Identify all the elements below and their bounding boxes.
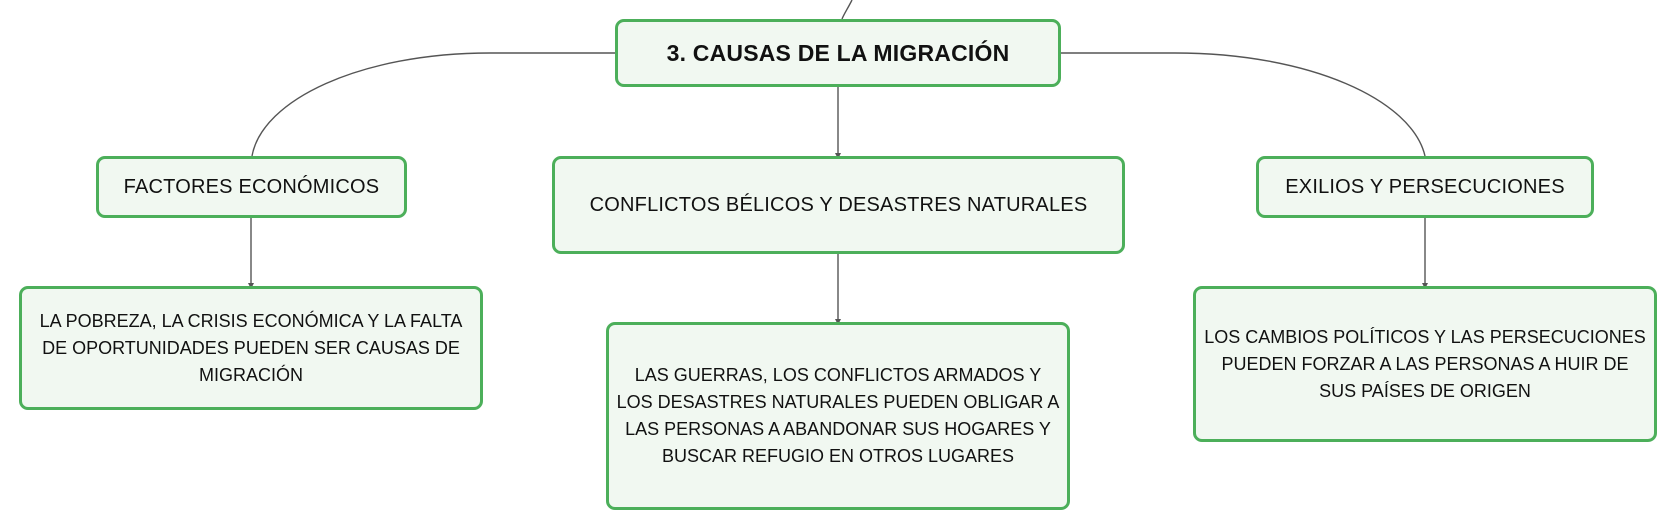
connector-root-to-exilios-persecuciones [1061,53,1425,156]
node-exilios-persecuciones[interactable] [1256,156,1594,218]
node-detail-conflictos-belicos[interactable] [606,322,1070,510]
node-exilios-persecuciones-label: EXILIOS Y PERSECUCIONES [1285,175,1565,198]
connector-root-incoming [842,0,852,19]
node-detail-exilios-persecuciones-text: LOS CAMBIOS POLÍTICOS Y LAS PERSECUCIONES PUEDEN FORZAR A LAS PERSONAS A HUIR DE SUS PAÍSES DE ORIGEN [1204,326,1646,401]
root-node-title: 3. CAUSAS DE LA MIGRACIÓN [666,39,1010,66]
node-detail-conflictos-belicos-text: LAS GUERRAS, LOS CONFLICTOS ARMADOS Y LOS DESASTRES NATURALES PUEDEN OBLIGAR A LAS PERSONAS A ABANDONAR SUS HOGARES Y BUSCAR REFUGIO EN OTROS LUGARES [616,365,1060,466]
node-factores-economicos-label: FACTORES ECONÓMICOS [123,175,380,198]
connector-root-to-factores-economicos [252,53,615,156]
node-detail-factores-economicos[interactable] [19,286,483,410]
node-detail-exilios-persecuciones[interactable] [1193,286,1657,442]
root-node-causas-migracion[interactable] [615,19,1061,87]
node-factores-economicos[interactable] [96,156,407,218]
node-conflictos-belicos[interactable] [552,156,1125,254]
node-detail-factores-economicos-text: LA POBREZA, LA CRISIS ECONÓMICA Y LA FALTA DE OPORTUNIDADES PUEDEN SER CAUSAS DE MIGRACIÓN [39,310,463,385]
node-conflictos-belicos-label: CONFLICTOS BÉLICOS Y DESASTRES NATURALES [589,193,1088,216]
